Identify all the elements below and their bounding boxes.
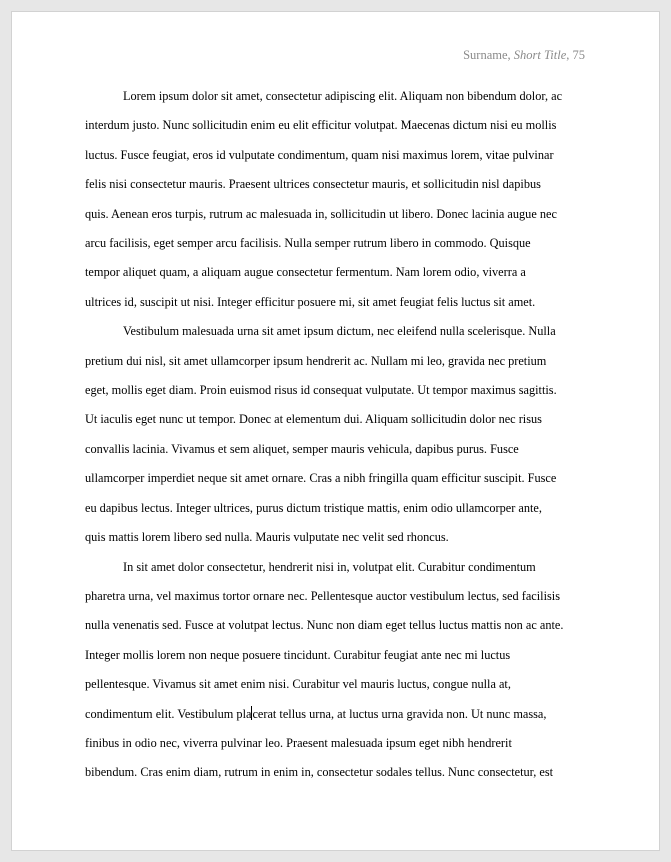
- text-line: eget, mollis eget diam. Proin euismod risus id consequat vulputate. Ut tempor maximus sagittis.: [85, 383, 557, 398]
- text-line: arcu facilisis, eget semper arcu facilisis. Nulla semper rutrum libero in commodo. Quisque: [85, 236, 531, 251]
- text-line: felis nisi consectetur mauris. Praesent ultrices consectetur mauris, et sollicitudin nisl dapibus: [85, 177, 541, 192]
- text-line-with-caret: [85, 700, 587, 729]
- text-line: eu dapibus lectus. Integer ultrices, purus dictum tristique mattis, enim odio ullamcorper ante,: [85, 500, 542, 515]
- text-line: Ut iaculis eget nunc ut tempor. Donec at elementum dui. Aliquam sollicitudin dolor nec risus: [85, 412, 542, 427]
- text-line: Lorem ipsum dolor sit amet, consectetur adipiscing elit. Aliquam non bibendum dolor, ac: [123, 89, 563, 103]
- running-head: [463, 48, 585, 63]
- text-line: convallis lacinia. Vivamus et sem aliquet, semper mauris vehicula, dapibus purus. Fusce: [85, 441, 519, 456]
- paragraph-2: [85, 317, 587, 552]
- text-line: pellentesque. Vivamus sit amet enim nisi. Curabitur vel mauris luctus, congue nulla at,: [85, 677, 511, 692]
- text-line: Vestibulum malesuada urna sit amet ipsum dictum, nec eleifend nulla scelerisque. Nulla: [123, 324, 556, 339]
- paragraph-1: [85, 82, 587, 317]
- text-line: In sit amet dolor consectetur, hendrerit nisi in, volutpat elit. Curabitur condimentum: [123, 559, 536, 574]
- text-line: quis. Aenean eros turpis, rutrum ac malesuada in, sollicitudin ut libero. Donec lacinia augue nec: [85, 206, 557, 221]
- paragraph-3: [85, 553, 587, 788]
- text-line: Integer mollis lorem non neque posuere tincidunt. Curabitur feugiat ante nec mi luctus: [85, 647, 511, 662]
- text-line: nulla venenatis sed. Fusce at volutpat lectus. Nunc non diam eget tellus luctus mattis non ac ante.: [85, 618, 564, 633]
- text-after-caret: cerat tellus urna, at luctus urna gravida non. Ut nunc massa,: [252, 706, 547, 721]
- text-line: finibus in odio nec, viverra pulvinar leo. Praesent malesuada ipsum eget nibh hendrerit: [85, 735, 512, 750]
- text-line: ullamcorper imperdiet neque sit amet ornare. Cras a nibh fringilla quam efficitur suscipit. Fusce: [85, 471, 557, 486]
- text-line: bibendum. Cras enim diam, rutrum in enim in, consectetur sodales tellus. Nunc consectetur, est: [85, 765, 554, 780]
- document-page[interactable]: [11, 11, 660, 851]
- header-page-number: , 75: [566, 48, 585, 62]
- text-line: pharetra urna, vel maximus tortor ornare nec. Pellentesque auctor vestibulum lectus, sed facilisis: [85, 588, 560, 603]
- text-line: interdum justo. Nunc sollicitudin enim eu elit efficitur volutpat. Maecenas dictum nisi eu mollis: [85, 118, 557, 133]
- text-line: tempor aliquet quam, a aliquam augue consectetur fermentum. Nam lorem odio, viverra a: [85, 265, 526, 280]
- text-line: luctus. Fusce feugiat, eros id vulputate condimentum, quam nisi maximus lorem, vitae pulvinar: [85, 147, 554, 162]
- text-before-caret: condimentum elit. Vestibulum pla: [85, 706, 252, 721]
- text-line: pretium dui nisl, sit amet ullamcorper ipsum hendrerit ac. Nullam mi leo, gravida nec pretium: [85, 353, 547, 368]
- header-short-title: Short Title: [513, 48, 567, 62]
- text-line: quis mattis lorem libero sed nulla. Mauris vulputate nec velit sed rhoncus.: [85, 530, 449, 545]
- header-surname: Surname,: [463, 48, 511, 62]
- document-body[interactable]: [85, 82, 587, 788]
- text-line: ultrices id, suscipit ut nisi. Integer efficitur posuere mi, sit amet feugiat felis luctus sit amet.: [85, 294, 536, 309]
